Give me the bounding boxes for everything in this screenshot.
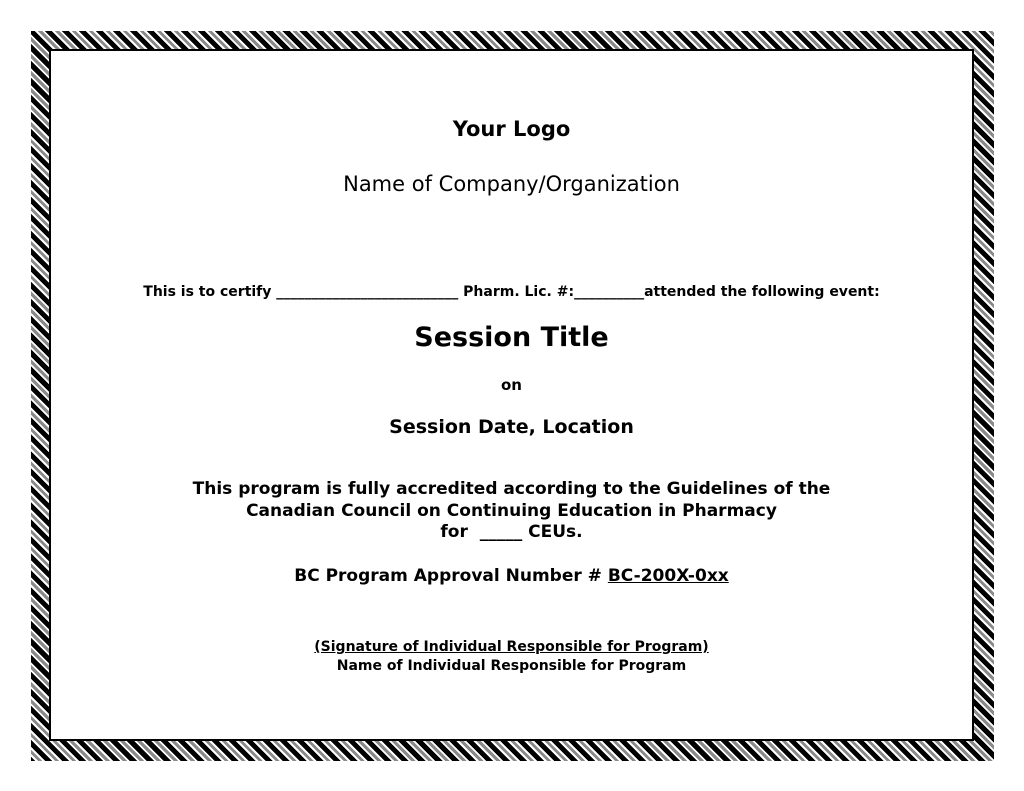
certificate-body [53, 53, 970, 737]
license-label: Pharm. Lic. #: [463, 284, 575, 300]
logo-placeholder: Your Logo [452, 117, 571, 141]
ceu-prefix: for [440, 522, 468, 542]
certify-prefix: This is to certify [143, 284, 272, 300]
approval-number-line [53, 566, 970, 586]
ceu-line [53, 522, 970, 542]
license-blank: __________ [574, 284, 645, 300]
session-title: Session Title [414, 322, 609, 353]
accreditation-line-1: This program is fully accredited according to the Guidelines of the [192, 479, 831, 499]
certify-suffix: attended the following event: [644, 284, 880, 300]
name-blank: __________________________ [276, 284, 459, 300]
signatory-name: Name of Individual Responsible for Program [336, 658, 687, 674]
signature-line: (Signature of Individual Responsible for Program) [314, 639, 709, 655]
ceu-blank: _____ [479, 522, 523, 542]
on-text: on [501, 376, 522, 394]
ceu-suffix: CEUs. [528, 522, 583, 542]
accreditation-line-2: Canadian Council on Continuing Education in Pharmacy [246, 501, 777, 521]
certify-statement [53, 284, 970, 300]
approval-number: BC-200X-0xx [607, 566, 729, 586]
approval-label: BC Program Approval Number # [294, 566, 602, 586]
company-name: Name of Company/Organization [343, 172, 680, 196]
session-date-location: Session Date, Location [389, 416, 634, 438]
